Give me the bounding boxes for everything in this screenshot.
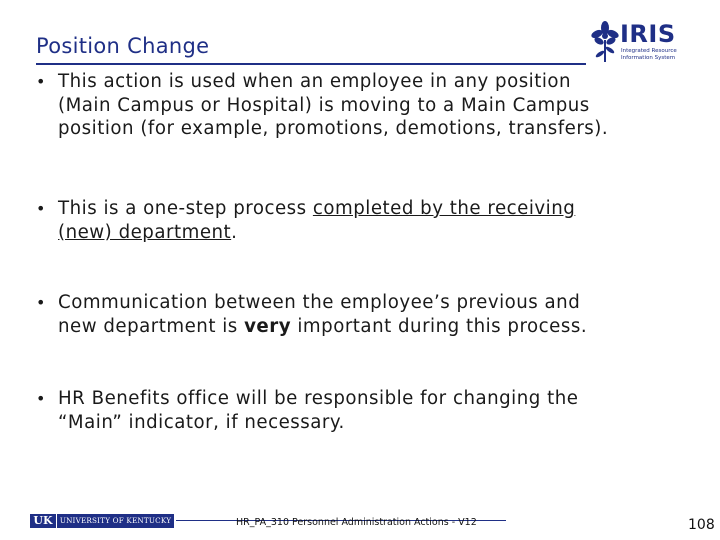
bullet-line: HR Benefits office will be responsible for changing the (58, 388, 579, 409)
title-underline (36, 63, 586, 65)
uk-logo (30, 514, 174, 528)
iris-logo (590, 18, 680, 70)
underlined-text: completed by the receiving (312, 198, 576, 219)
page-number: 108 (688, 517, 715, 533)
bullet-dot: • (36, 199, 46, 218)
bullet-dot: • (36, 293, 46, 312)
bullet-line: This action is used when an employee in any position (58, 71, 572, 92)
uk-mark: UK (30, 514, 56, 528)
slide-title: Position Change (36, 34, 210, 58)
bullet-line: (Main Campus or Hospital) is moving to a Main Campus (58, 94, 590, 116)
underlined-text: (new) department (58, 221, 232, 243)
bullet-line: Communication between the employee’s previous and (58, 292, 581, 313)
bullet-text: new department is (58, 315, 245, 337)
logo-wordmark: IRIS (620, 20, 676, 48)
bullet-text: important during this process. (291, 315, 588, 337)
bullet-text: . (231, 221, 238, 243)
emphasis-text: very (244, 315, 292, 337)
bullet-line: “Main” indicator, if necessary. (58, 411, 345, 433)
bullet-dot: • (36, 72, 46, 91)
bullet-line: position (for example, promotions, demotions, transfers). (58, 118, 609, 139)
flower-icon (590, 20, 620, 66)
logo-tagline-line: Information System (621, 55, 676, 61)
bullet-text: This is a one-step process (58, 198, 313, 219)
logo-tagline-line: Integrated Resource (621, 48, 677, 54)
footer-caption: HR_PA_310 Personnel Administration Actions - V12 (236, 517, 477, 528)
logo-tagline (621, 48, 681, 62)
uk-name: UNIVERSITY OF KENTUCKY (57, 514, 174, 528)
bullet-dot: • (36, 389, 46, 408)
